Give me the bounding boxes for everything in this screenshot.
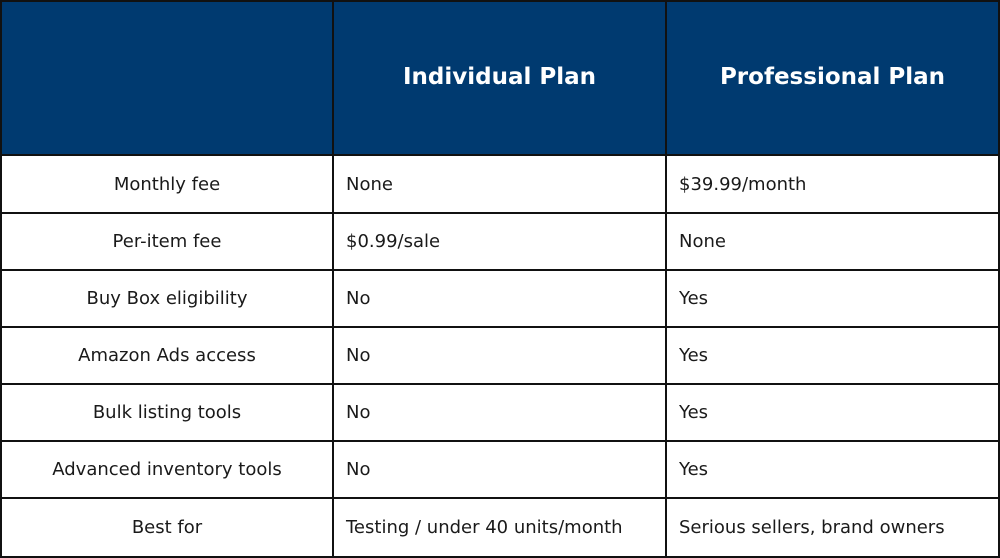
row-label-buy-box: Buy Box eligibility — [0, 271, 334, 328]
individual-monthly-fee: None — [334, 156, 667, 214]
professional-buy-box: Yes — [667, 271, 1000, 328]
row-label-per-item-fee: Per-item fee — [0, 214, 334, 271]
header-corner-cell — [0, 0, 334, 156]
header-individual-plan: Individual Plan — [334, 0, 667, 156]
row-label-bulk-listing: Bulk listing tools — [0, 385, 334, 442]
individual-best-for: Testing / under 40 units/month — [334, 499, 667, 558]
professional-monthly-fee: $39.99/month — [667, 156, 1000, 214]
row-label-monthly-fee: Monthly fee — [0, 156, 334, 214]
row-label-amazon-ads: Amazon Ads access — [0, 328, 334, 385]
professional-per-item-fee: None — [667, 214, 1000, 271]
individual-bulk-listing: No — [334, 385, 667, 442]
row-label-best-for: Best for — [0, 499, 334, 558]
professional-best-for: Serious sellers, brand owners — [667, 499, 1000, 558]
individual-per-item-fee: $0.99/sale — [334, 214, 667, 271]
individual-advanced-inventory: No — [334, 442, 667, 499]
individual-amazon-ads: No — [334, 328, 667, 385]
professional-bulk-listing: Yes — [667, 385, 1000, 442]
professional-advanced-inventory: Yes — [667, 442, 1000, 499]
individual-buy-box: No — [334, 271, 667, 328]
header-professional-plan: Professional Plan — [667, 0, 1000, 156]
professional-amazon-ads: Yes — [667, 328, 1000, 385]
row-label-advanced-inventory: Advanced inventory tools — [0, 442, 334, 499]
